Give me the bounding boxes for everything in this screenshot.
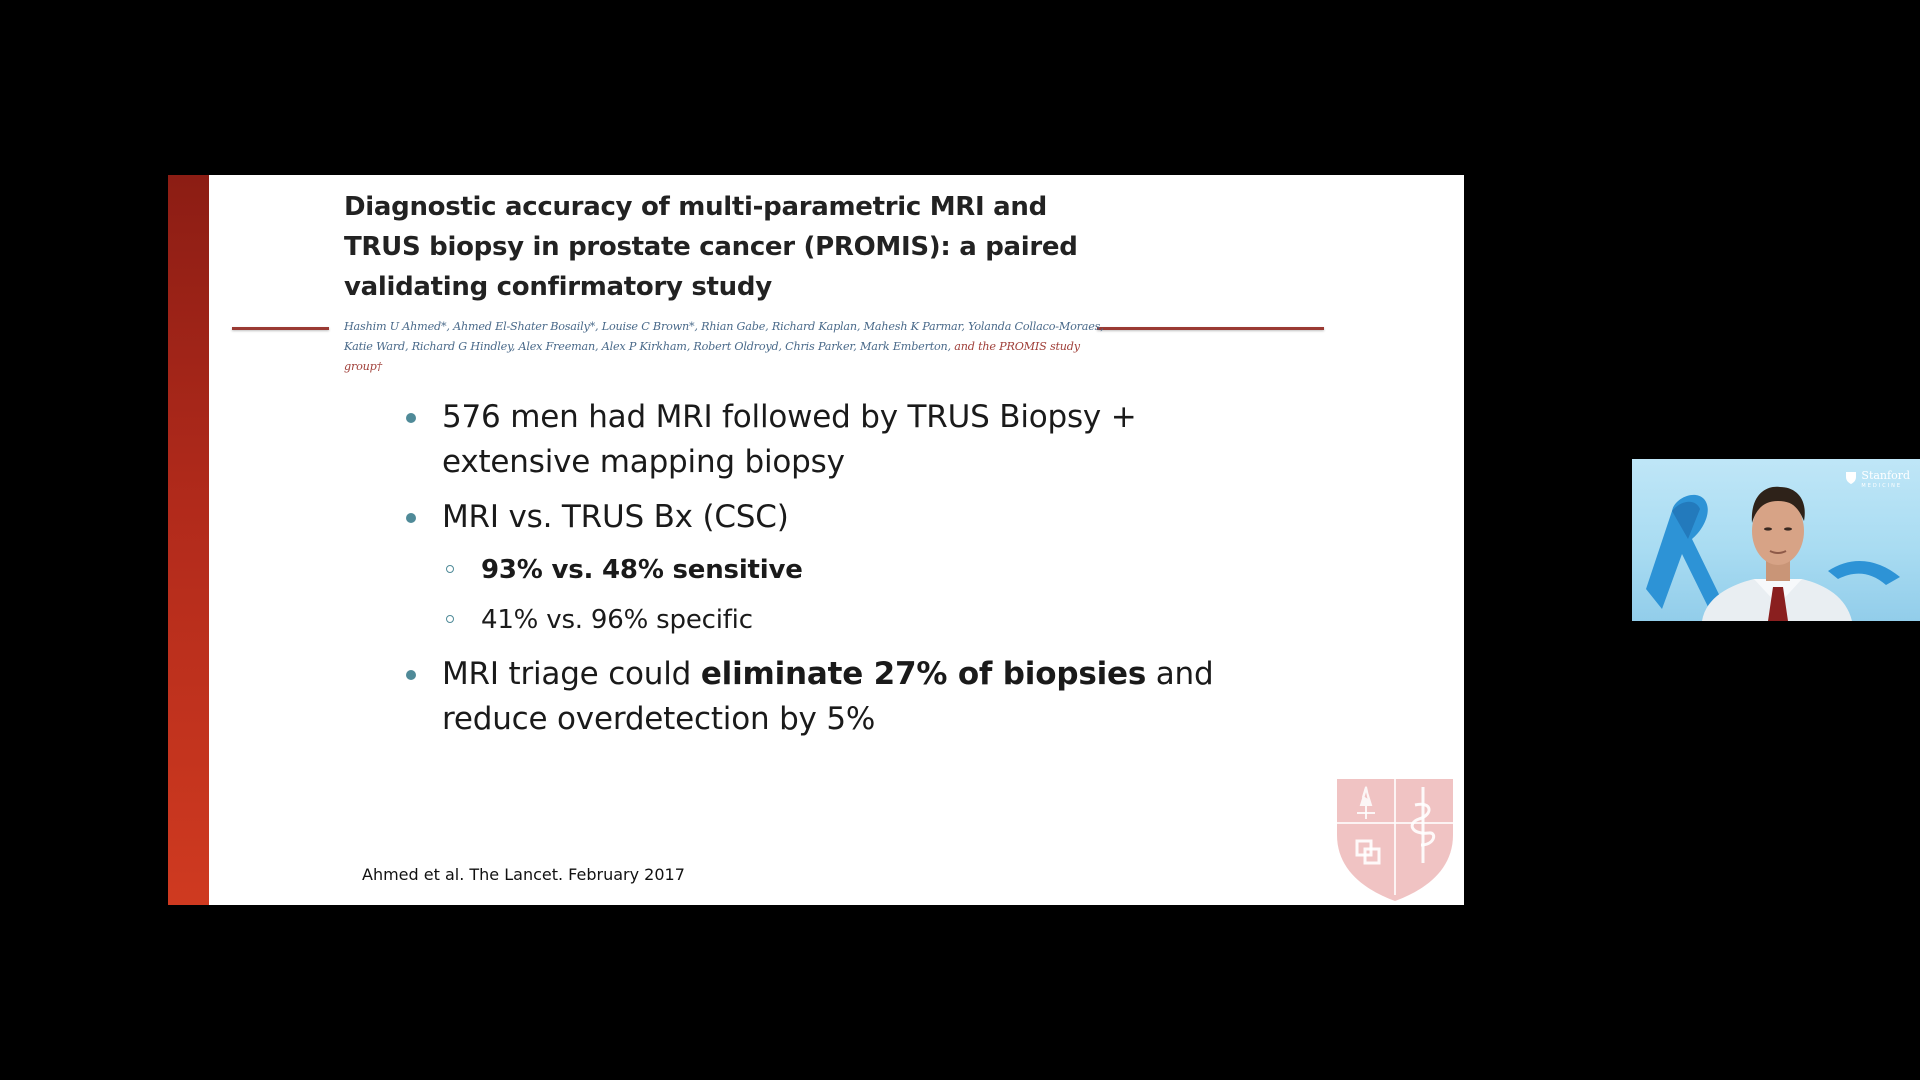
stanford-medicine-logo (1861, 471, 1910, 491)
logo-sub: MEDICINE (1861, 483, 1903, 489)
sub-bullet-ring-icon (446, 615, 454, 623)
presenter-silhouette (1702, 487, 1852, 621)
webcam-video (1632, 459, 1920, 621)
presentation-slide (168, 175, 1464, 905)
title-rule-left (232, 327, 329, 330)
title-rule-right (1097, 327, 1324, 330)
author-group: and the PROMIS study group† (344, 340, 1080, 373)
bullet-text: reduce overdetection by 5% (442, 701, 876, 737)
sub-bullet-ring-icon (446, 565, 454, 573)
author-list (344, 317, 1104, 377)
bullet-item (402, 395, 1262, 485)
sub-bullet-item (402, 600, 1262, 640)
paper-title: Diagnostic accuracy of multi-parametric MRI and TRUS biopsy in prostate cancer (PROMIS): a paired validating confirmatory study (344, 192, 1078, 302)
sub-bullet-item (402, 550, 1262, 590)
logo-name: Stanford (1861, 469, 1910, 482)
bullet-text: 576 men had MRI followed by TRUS Biopsy + (442, 399, 1137, 435)
bullet-dot-icon (406, 670, 416, 680)
bullet-dot-icon (406, 413, 416, 423)
shield-icon (1845, 471, 1857, 485)
sub-bullet-text: 41% vs. 96% specific (481, 605, 753, 635)
bullet-text: MRI triage could (442, 656, 701, 692)
sub-bullet-text: 93% vs. 48% sensitive (481, 555, 803, 585)
bullet-text: and (1146, 656, 1214, 692)
bullet-list (402, 395, 1262, 742)
bullet-dot-icon (406, 513, 416, 523)
citation: Ahmed et al. The Lancet. February 2017 (362, 865, 685, 884)
bullet-text-bold: eliminate 27% of biopsies (700, 656, 1147, 692)
bullet-item (402, 495, 1262, 540)
bullet-text: MRI vs. TRUS Bx (CSC) (442, 499, 789, 535)
slide-accent-bar (168, 175, 209, 905)
bullet-item (402, 652, 1262, 742)
author-names: Hashim U Ahmed*, Ahmed El-Shater Bosaily*, Louise C Brown*, Rhian Gabe, Richard Kaplan, Mahesh K Parmar, Yolanda Collaco-Moraes, Katie Ward, Richard G Hindley, Alex Freeman, Alex P Kirkham, Robert Oldroyd, Chris Parker, Mark Emberton, (344, 320, 1104, 353)
stanford-medicine-crest-icon (1333, 775, 1457, 903)
bullet-text: extensive mapping biopsy (442, 444, 845, 480)
